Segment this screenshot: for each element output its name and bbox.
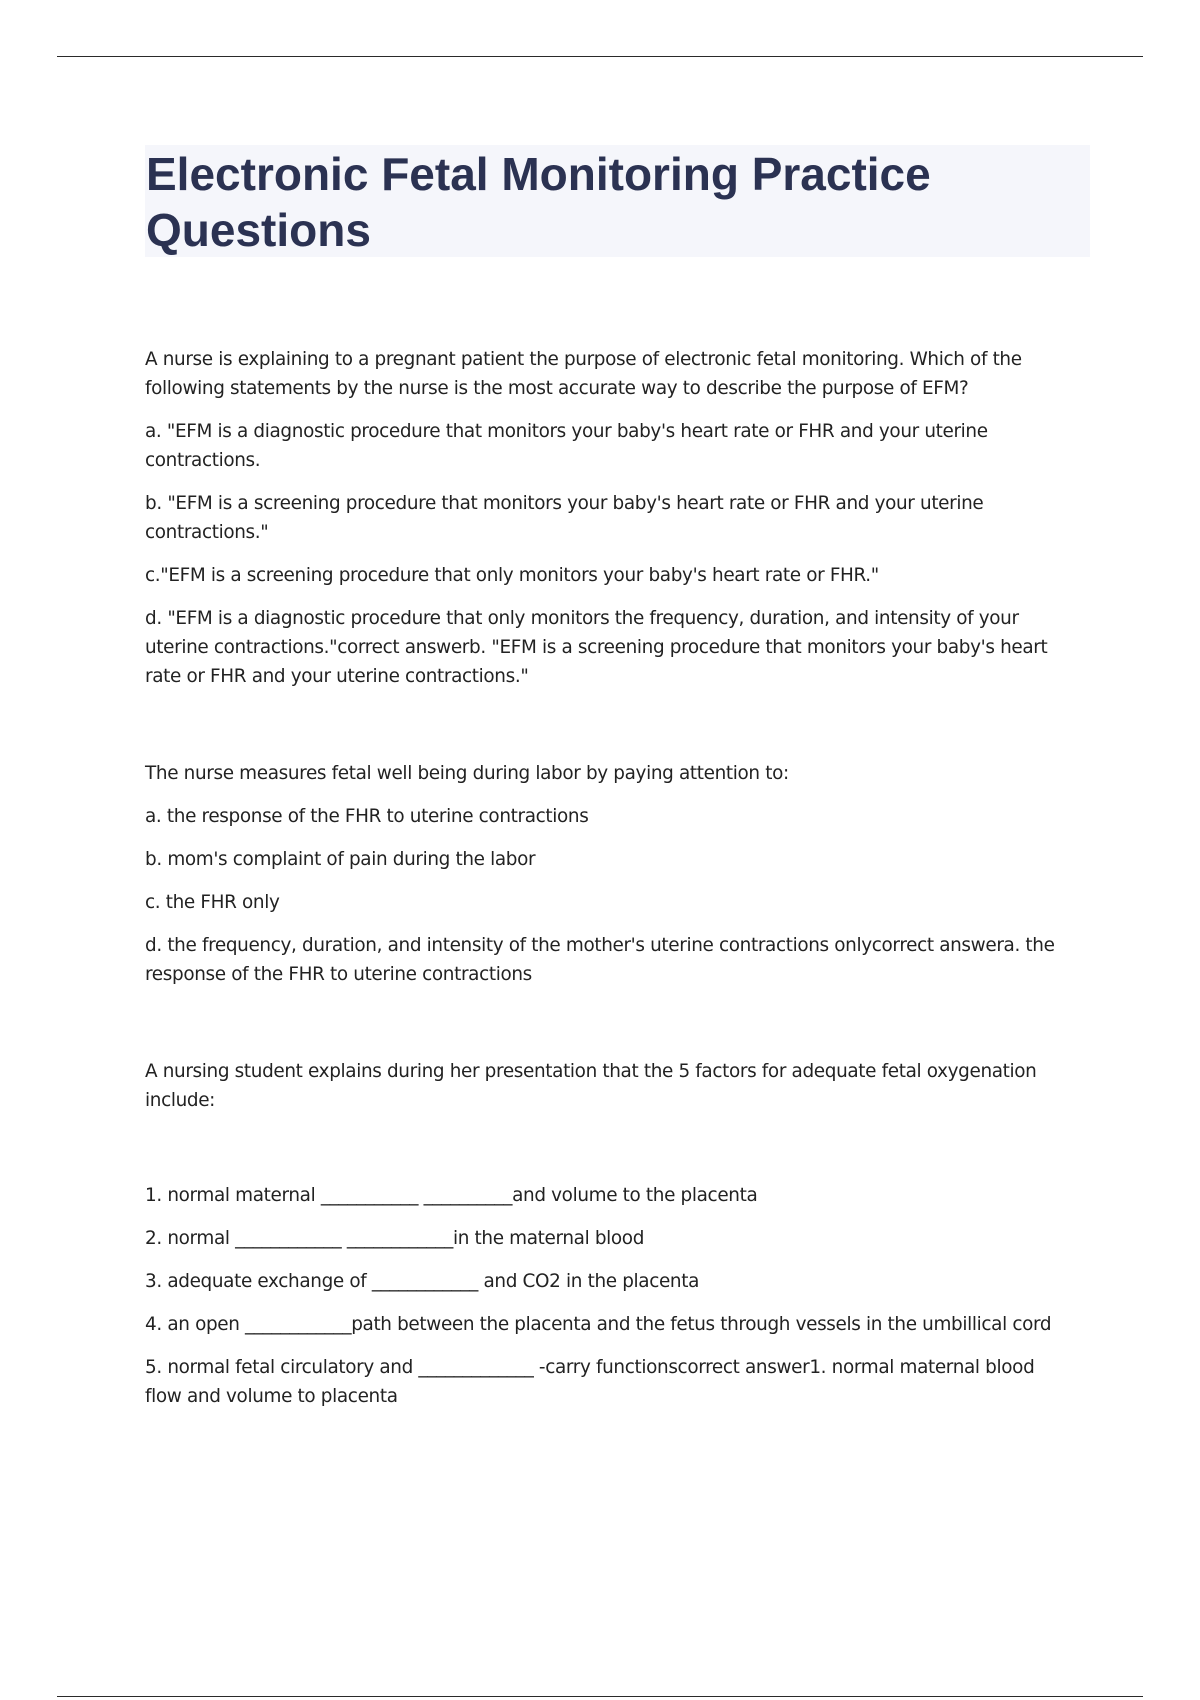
- header-rule: [57, 56, 1143, 57]
- question-3-item-3: 3. adequate exchange of ____________ and CO2 in the placenta: [145, 1271, 700, 1292]
- document-body: [145, 345, 1075, 1425]
- question-2-option-a: a. the response of the FHR to uterine contractions: [145, 806, 589, 827]
- section-spacer: [145, 705, 1075, 759]
- page-title: Electronic Fetal Monitoring Practice Questions: [146, 148, 931, 256]
- question-3-item-4: 4. an open ____________path between the placenta and the fetus through vessels in the umbillical cord: [145, 1314, 1052, 1335]
- question-2-option-d: d. the frequency, duration, and intensity of the mother's uterine contractions onlycorrect answera. the response of the FHR to uterine contractions: [145, 935, 1055, 985]
- question-2-option-b: b. mom's complaint of pain during the labor: [145, 849, 536, 870]
- question-1-option-a: a. "EFM is a diagnostic procedure that monitors your baby's heart rate or FHR and your uterine contractions.: [145, 421, 988, 471]
- question-3-item-1: 1. normal maternal ___________ __________and volume to the placenta: [145, 1185, 758, 1206]
- question-2: [145, 759, 1075, 989]
- question-1-option-b: b. "EFM is a screening procedure that monitors your baby's heart rate or FHR and your uterine contractions.": [145, 493, 984, 543]
- question-1-option-c: c."EFM is a screening procedure that only monitors your baby's heart rate or FHR.": [145, 565, 879, 586]
- question-2-option-c: c. the FHR only: [145, 892, 280, 913]
- question-3-stem: A nursing student explains during her presentation that the 5 factors for adequate fetal oxygenation include:: [145, 1061, 1037, 1111]
- stem-spacer: [145, 1129, 1075, 1181]
- question-3-item-2: 2. normal ____________ ____________in the maternal blood: [145, 1228, 645, 1249]
- question-2-stem: The nurse measures fetal well being during labor by paying attention to:: [145, 763, 789, 784]
- question-1-option-d: d. "EFM is a diagnostic procedure that only monitors the frequency, duration, and intensity of your uterine contractions."correct answerb. "EFM is a screening procedure that monitors your baby's heart rate or FHR and your uterine contractions.": [145, 608, 1048, 687]
- question-1: [145, 345, 1075, 691]
- footer-rule: [57, 1696, 1143, 1697]
- question-3: [145, 1057, 1075, 1411]
- section-spacer: [145, 1003, 1075, 1057]
- question-1-stem: A nurse is explaining to a pregnant patient the purpose of electronic fetal monitoring. Which of the following statements by the nurse is the most accurate way to describe the purpose of EFM?: [145, 349, 1022, 399]
- question-3-item-5: 5. normal fetal circulatory and _____________ -carry functionscorrect answer1. normal maternal blood flow and volume to placenta: [145, 1357, 1035, 1407]
